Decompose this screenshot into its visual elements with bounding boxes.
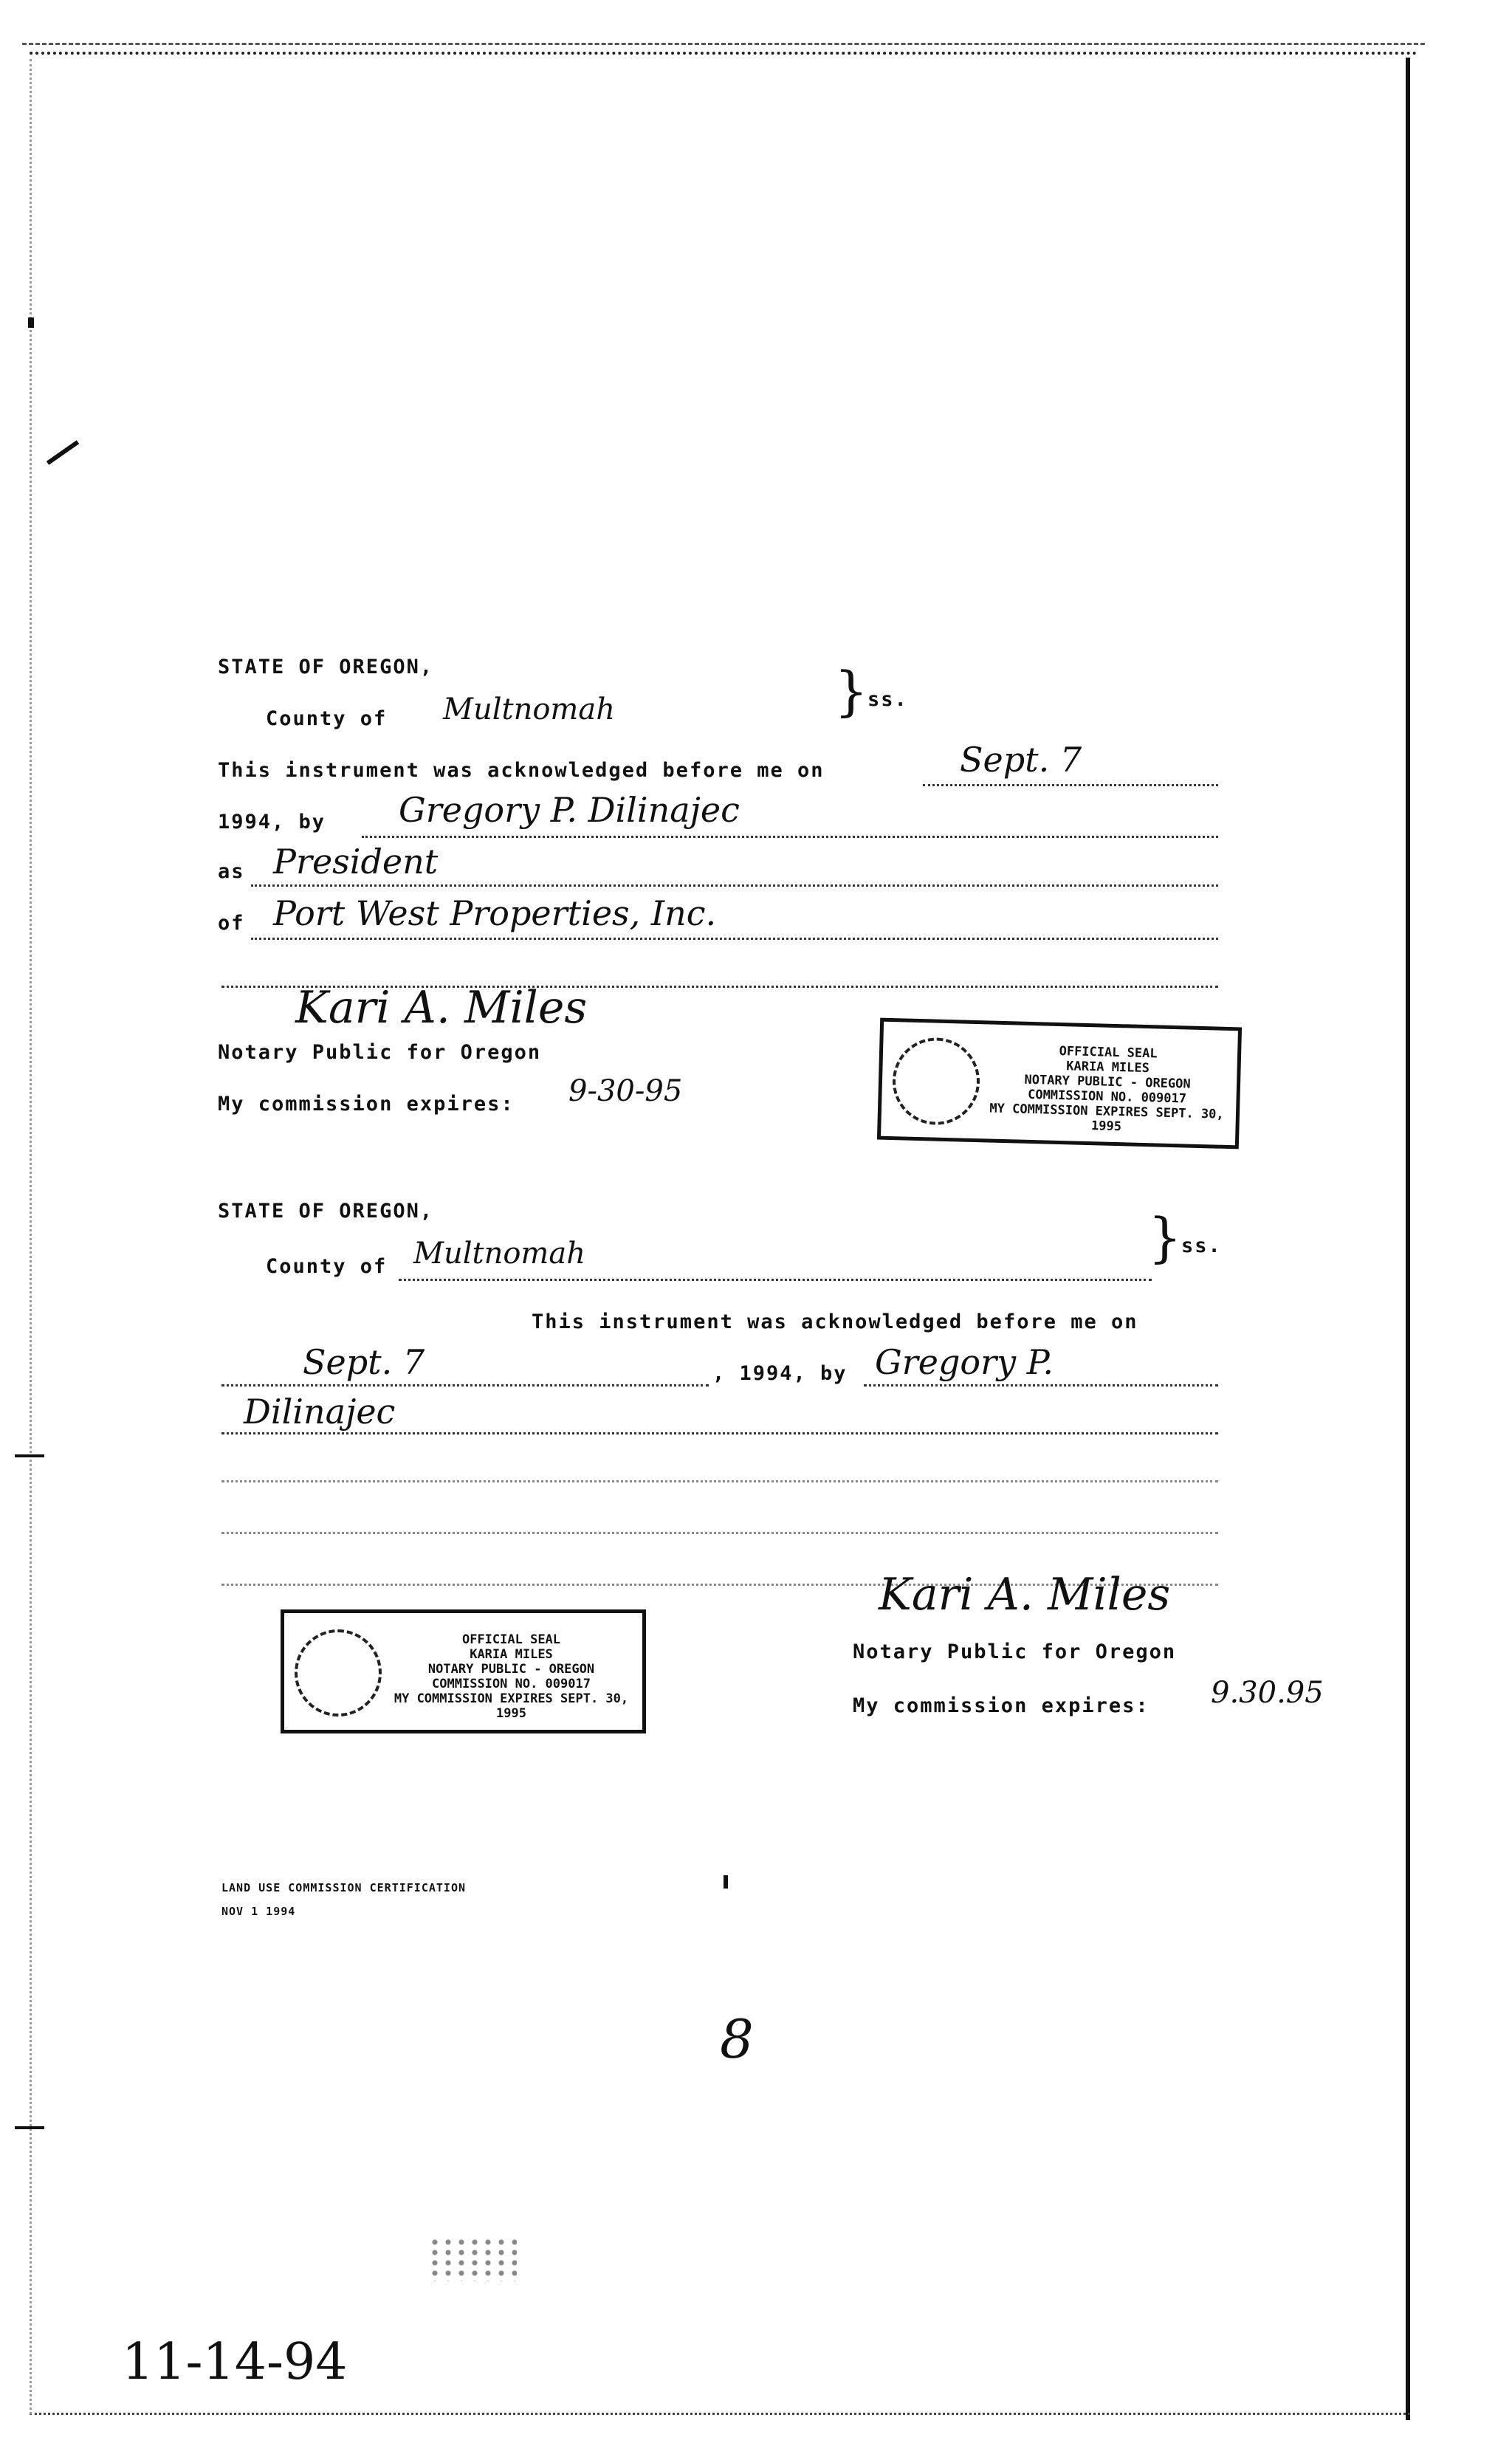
scan-mark	[47, 440, 79, 465]
ack-text: This instrument was acknowledged before me on	[532, 1310, 1138, 1333]
county-label: County of	[266, 1255, 388, 1278]
brace: }	[834, 660, 868, 722]
page-number: 8	[720, 2008, 754, 2070]
state-label: STATE OF OREGON,	[218, 656, 434, 678]
form-line-1: LAND USE COMMISSION CERTIFICATION	[221, 1881, 467, 1894]
company-line	[251, 938, 1218, 940]
signer-name: Gregory P. Dilinajec	[399, 790, 740, 830]
notary-signature: Kari A. Miles	[879, 1569, 1171, 1621]
scan-edge-top	[22, 43, 1425, 45]
page-border-bottom	[30, 2413, 1410, 2415]
scan-mark	[28, 317, 34, 328]
commission-value: 9-30-95	[568, 1074, 683, 1108]
page-border-top	[30, 52, 1418, 55]
commission-label: My commission expires:	[853, 1694, 1150, 1717]
seal-text: OFFICIAL SEAL KARIA MILES NOTARY PUBLIC - OREGON COMMISSION NO. 009017 MY COMMISSION EXPIRES SEPT. 30, 1995	[989, 1043, 1224, 1135]
ss-label: ss.	[867, 688, 908, 711]
signer-line2-rule	[221, 1432, 1218, 1434]
ack-date: Sept. 7	[303, 1342, 425, 1382]
form-line-2: NOV 1 1994	[221, 1905, 296, 1918]
notary-seal-stamp	[877, 1018, 1242, 1150]
county-value: Multnomah	[443, 693, 615, 726]
brace: }	[1148, 1206, 1182, 1268]
as-label: as	[218, 860, 245, 883]
ack-text: This instrument was acknowledged before me on	[218, 759, 825, 782]
commission-label: My commission expires:	[218, 1093, 515, 1116]
year-by: , 1994, by	[712, 1362, 848, 1385]
state-label: STATE OF OREGON,	[218, 1200, 434, 1223]
notary-seal-stamp	[281, 1609, 646, 1733]
seal-emblem	[295, 1629, 382, 1717]
scan-mark	[724, 1875, 728, 1889]
ack-date: Sept. 7	[960, 740, 1082, 780]
county-line	[399, 1279, 1152, 1281]
county-label: County of	[266, 707, 388, 730]
scan-speckle	[428, 2237, 517, 2281]
commission-value: 9.30.95	[1211, 1676, 1324, 1710]
date-line	[221, 1384, 709, 1386]
ss-label: ss.	[1181, 1234, 1222, 1257]
of-label: of	[218, 912, 245, 935]
title-line	[251, 884, 1218, 887]
signer-line	[362, 836, 1218, 838]
date-line	[923, 784, 1218, 786]
page-border-right	[1406, 58, 1410, 2420]
notary-label: Notary Public for Oregon	[218, 1041, 542, 1064]
scan-mark	[15, 1454, 44, 1457]
blank-line	[221, 1480, 1218, 1482]
seal-text: OFFICIAL SEAL KARIA MILES NOTARY PUBLIC - OREGON COMMISSION NO. 009017 MY COMMISSION EXPIRES SEPT. 30, 1995	[394, 1632, 629, 1721]
signer-line2: Dilinajec	[244, 1392, 396, 1432]
title-value: President	[273, 842, 439, 882]
notary-label: Notary Public for Oregon	[853, 1640, 1177, 1663]
handwritten-date: 11-14-94	[122, 2333, 348, 2391]
blank-line	[221, 1532, 1218, 1534]
notary-signature: Kari A. Miles	[295, 982, 588, 1034]
scan-mark	[15, 2126, 44, 2129]
seal-emblem	[891, 1037, 980, 1126]
company-value: Port West Properties, Inc.	[273, 893, 717, 933]
year-by: 1994, by	[218, 811, 326, 834]
county-value: Multnomah	[413, 1237, 585, 1271]
page-border-left	[30, 59, 32, 2414]
signer-line1: Gregory P.	[875, 1342, 1054, 1382]
signer-line	[864, 1384, 1218, 1386]
